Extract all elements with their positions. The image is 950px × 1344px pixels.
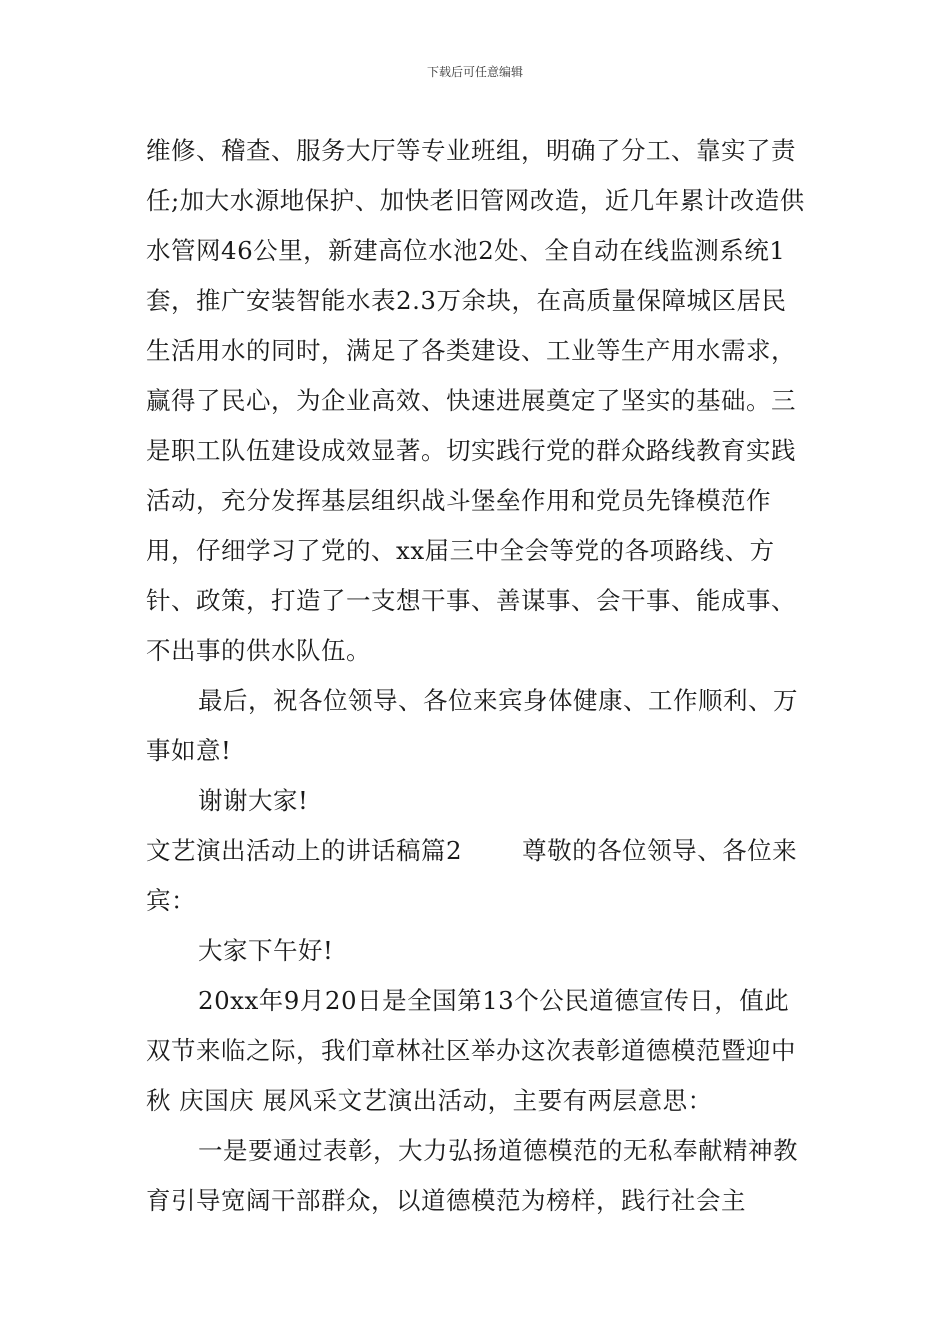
page-header-note: 下载后可任意编辑 — [426, 65, 523, 79]
paragraph-event-intro: 20xx年9月20日是全国第13个公民道德宣传日，值此双节来临之际，我们章林社区举办这次表彰道德模范暨迎中秋 庆国庆 展风采文艺演出活动，主要有两层意思： — [146, 986, 796, 1115]
paragraph-first-purpose: 一是要通过表彰，大力弘扬道德模范的无私奉献精神教育引导宽阔干部群众，以道德模范为榜样，践行社会主 — [146, 1136, 798, 1215]
document-body — [146, 126, 806, 1226]
paragraph-thanks: 谢谢大家! — [198, 786, 309, 815]
paragraph-section-title-and-salutation — [146, 826, 806, 926]
paragraph-closing-wishes: 最后，祝各位领导、各位来宾身体健康、工作顺利、万事如意! — [146, 686, 798, 765]
paragraph-greeting: 大家下午好! — [198, 936, 334, 965]
salutation: 尊敬的各位领导、各位来宾： — [146, 836, 798, 915]
section-title: 文艺演出活动上的讲话稿篇2 — [146, 836, 463, 865]
paragraph-water-supply-work: 维修、稽查、服务大厅等专业班组，明确了分工、靠实了责任;加大水源地保护、加快老旧管网改造，近几年累计改造供水管网46公里，新建高位水池2处、全自动在线监测系统1套，推广安装智能水表2.3万余块，在高质量保障城区居民生活用水的同时，满足了各类建设、工业等生产用水需求，赢得了民心，为企业高效、快速进展奠定了坚实的基础。三是职工队伍建设成效显著。切实践行党的群众路线教育实践活动，充分发挥基层组织战斗堡垒作用和党员先锋模范作用，仔细学习了党的、xx届三中全会等党的各项路线、方针、政策，打造了一支想干事、善谋事、会干事、能成事、不出事的供水队伍。 — [146, 136, 805, 665]
